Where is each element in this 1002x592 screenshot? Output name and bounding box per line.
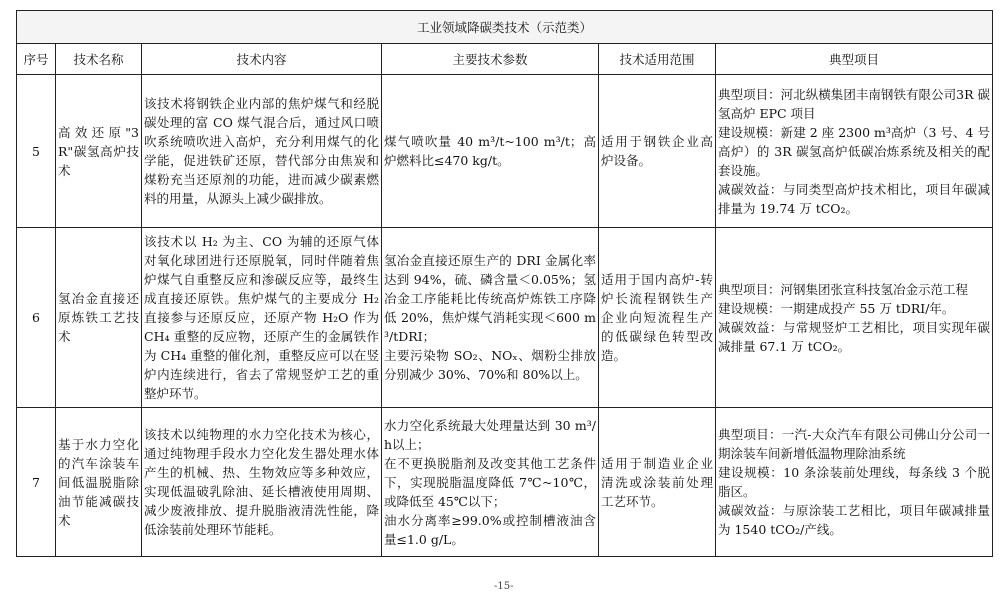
row-tech-content: 该技术以纯物理的水力空化技术为核心，通过纯物理手段水力空化发生器处理水体产生的机械、热、生物效应等多种效应，实现低温破乳除油、延长槽液使用周期、减少废液排放、提升脱脂液清洗性能，降低涂装前处理环节能耗。 bbox=[142, 408, 382, 557]
page-number: -15- bbox=[494, 581, 514, 592]
row-tech-params: 煤气喷吹量 40 m³/t~100 m³/t；高炉燃料比≤470 kg/t。 bbox=[382, 75, 599, 228]
header-seq: 序号 bbox=[17, 44, 56, 75]
row-typical-project: 典型项目：一汽-大众汽车有限公司佛山分公司一期涂装车间新增低温物理除油系统 建设规模：10 条涂装前处理线，每条线 3 个脱脂区。 减碳效益：与原涂装工艺相比，项目年碳减排量为 1540 tCO₂/产线。 bbox=[716, 408, 993, 557]
row-tech-content: 该技术以 H₂ 为主、CO 为辅的还原气体对氧化球团进行还原脱氧，同时伴随着焦炉煤气自重整反应和渗碳反应等，最终生成直接还原铁。焦炉煤气的主要成分 H₂ 直接参与还原反应，还原产物 H₂O 作为 CH₄ 重整的反应物，还原产生的金属铁作为 CH₄ 重整的催化剂，重整反应可以在竖炉内连续进行，省去了常规竖炉工艺的重整炉环节。 bbox=[142, 228, 382, 408]
row-seq: 6 bbox=[17, 228, 56, 408]
header-params: 主要技术参数 bbox=[382, 44, 599, 75]
row-tech-name: 氢冶金直接还原炼铁工艺技术 bbox=[56, 228, 142, 408]
table-title: 工业领域降碳类技术（示范类） bbox=[17, 11, 993, 44]
row-tech-name: 基于水力空化的汽车涂装车间低温脱脂除油节能减碳技术 bbox=[56, 408, 142, 557]
row-seq: 5 bbox=[17, 75, 56, 228]
technology-table bbox=[16, 10, 993, 557]
row-tech-scope: 适用于钢铁企业高炉设备。 bbox=[599, 75, 716, 228]
row-typical-project: 典型项目：河北纵横集团丰南钢铁有限公司3R 碳氢高炉 EPC 项目 建设规模：新建 2 座 2300 m³高炉（3 号、4 号高炉）的 3R 碳氢高炉低碳冶炼系统及相关的配套设施。 减碳效益：与同类型高炉技术相比，项目年碳减排量为 19.74 万 tCO₂。 bbox=[716, 75, 993, 228]
header-content: 技术内容 bbox=[142, 44, 382, 75]
table-row bbox=[17, 408, 993, 557]
row-tech-params: 氢冶金直接还原生产的 DRI 金属化率达到 94%，硫、磷含量＜0.05%；氢冶金工序能耗比传统高炉炼铁工序降低 20%，焦炉煤气消耗实现＜600 m³/tDRI； 主要污染物 SO₂、NOₓ、烟粉尘排放分别减少 30%、70%和 80%以上。 bbox=[382, 228, 599, 408]
row-tech-scope: 适用于国内高炉-转炉长流程钢铁生产企业向短流程生产的低碳绿色转型改造。 bbox=[599, 228, 716, 408]
header-project: 典型项目 bbox=[716, 44, 993, 75]
table-row bbox=[17, 75, 993, 228]
header-name: 技术名称 bbox=[56, 44, 142, 75]
row-tech-content: 该技术将钢铁企业内部的焦炉煤气和经脱碳处理的富 CO 煤气混合后，通过风口喷吹系统喷吹进入高炉，充分利用煤气的化学能，促进铁矿还原，替代部分由焦炭和煤粉充当还原剂的功能，进而减少碳素燃料的用量，从源头上减少碳排放。 bbox=[142, 75, 382, 228]
row-typical-project: 典型项目：河钢集团张宣科技氢冶金示范工程 建设规模：一期建成投产 55 万 tDRI/年。 减碳效益：与常规竖炉工艺相比，项目实现年碳减排量 67.1 万 tCO₂。 bbox=[716, 228, 993, 408]
row-seq: 7 bbox=[17, 408, 56, 557]
table-row bbox=[17, 228, 993, 408]
row-tech-scope: 适用于制造业企业清洗或涂装前处理工艺环节。 bbox=[599, 408, 716, 557]
header-scope: 技术适用范围 bbox=[599, 44, 716, 75]
row-tech-name: 高效还原"3R"碳氢高炉技术 bbox=[56, 75, 142, 228]
row-tech-params: 水力空化系统最大处理量达到 30 m³/h以上； 在不更换脱脂剂及改变其他工艺条件下，实现脱脂温度降低 7℃~10℃，或降低至 45℃以下； 油水分离率≥99.0%或控制槽液油含量≤1.0 g/L。 bbox=[382, 408, 599, 557]
